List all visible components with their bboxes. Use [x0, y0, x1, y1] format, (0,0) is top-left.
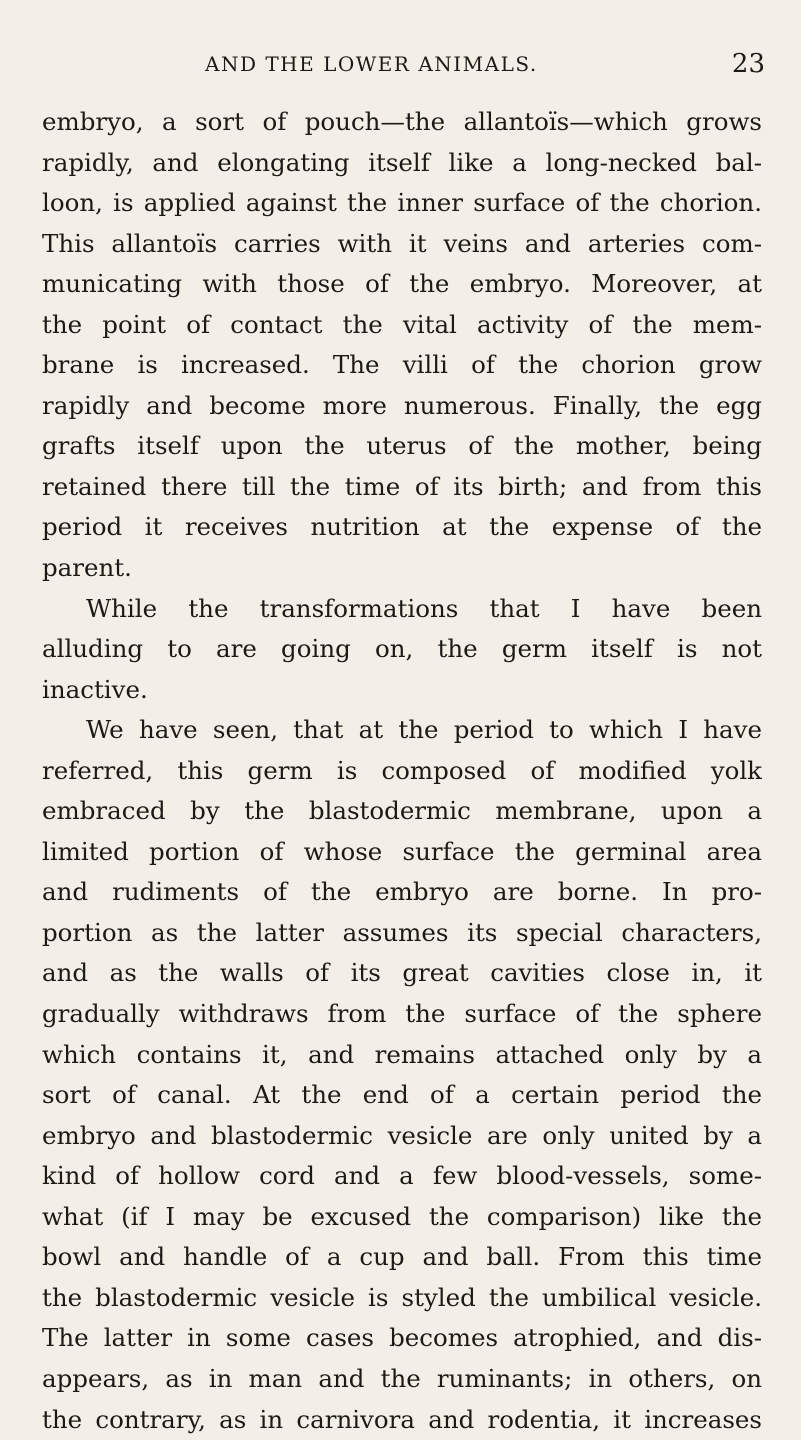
text-line: This allantoïs carries with it veins and arteries com- — [42, 224, 762, 265]
text-line: kind of hollow cord and a few blood-vessels, some- — [42, 1156, 762, 1197]
text-line: alluding to are going on, the germ itself is not — [42, 629, 762, 670]
text-line: and as the walls of its great cavities close in, it — [42, 953, 762, 994]
running-title: AND THE LOWER ANIMALS. — [205, 52, 538, 76]
text-line: limited portion of whose surface the germinal area — [42, 832, 762, 873]
body-text — [42, 102, 762, 1440]
paragraph-first-line: While the transformations that I have been — [42, 589, 762, 630]
text-line: appears, as in man and the ruminants; in others, on — [42, 1359, 762, 1400]
text-line: sort of canal. At the end of a certain period the — [42, 1075, 762, 1116]
text-line: embryo and blastodermic vesicle are only united by a — [42, 1116, 762, 1157]
text-line: rapidly and become more numerous. Finally, the egg — [42, 386, 762, 427]
paragraph-first-line: We have seen, that at the period to which I have — [42, 710, 762, 751]
text-line: which contains it, and remains attached only by a — [42, 1035, 762, 1076]
page-number: 23 — [732, 49, 765, 79]
text-line: rapidly, and elongating itself like a long-necked bal- — [42, 143, 762, 184]
text-line: loon, is applied against the inner surface of the chorion. — [42, 183, 762, 224]
text-line: gradually withdraws from the surface of the sphere — [42, 994, 762, 1035]
text-line: brane is increased. The villi of the chorion grow — [42, 345, 762, 386]
text-line: grafts itself upon the uterus of the mother, being — [42, 426, 762, 467]
text-line: the blastodermic vesicle is styled the umbilical vesicle. — [42, 1278, 762, 1319]
text-line: The latter in some cases becomes atrophied, and dis- — [42, 1318, 762, 1359]
running-head — [0, 52, 801, 82]
text-line: and rudiments of the embryo are borne. In pro- — [42, 872, 762, 913]
text-line: portion as the latter assumes its special characters, — [42, 913, 762, 954]
text-line: retained there till the time of its birth; and from this — [42, 467, 762, 508]
text-line: the point of contact the vital activity of the mem- — [42, 305, 762, 346]
text-line: embraced by the blastodermic membrane, upon a — [42, 791, 762, 832]
text-line: the contrary, as in carnivora and rodentia, it increases — [42, 1400, 762, 1440]
text-line: bowl and handle of a cup and ball. From this time — [42, 1237, 762, 1278]
text-line: municating with those of the embryo. Moreover, at — [42, 264, 762, 305]
text-line: period it receives nutrition at the expense of the — [42, 507, 762, 548]
text-line: what (if I may be excused the comparison) like the — [42, 1197, 762, 1238]
paragraph-end-line: parent. — [42, 548, 762, 589]
text-line: referred, this germ is composed of modified yolk — [42, 751, 762, 792]
paragraph-end-line: inactive. — [42, 670, 762, 711]
text-line: embryo, a sort of pouch—the allantoïs—which grows — [42, 102, 762, 143]
